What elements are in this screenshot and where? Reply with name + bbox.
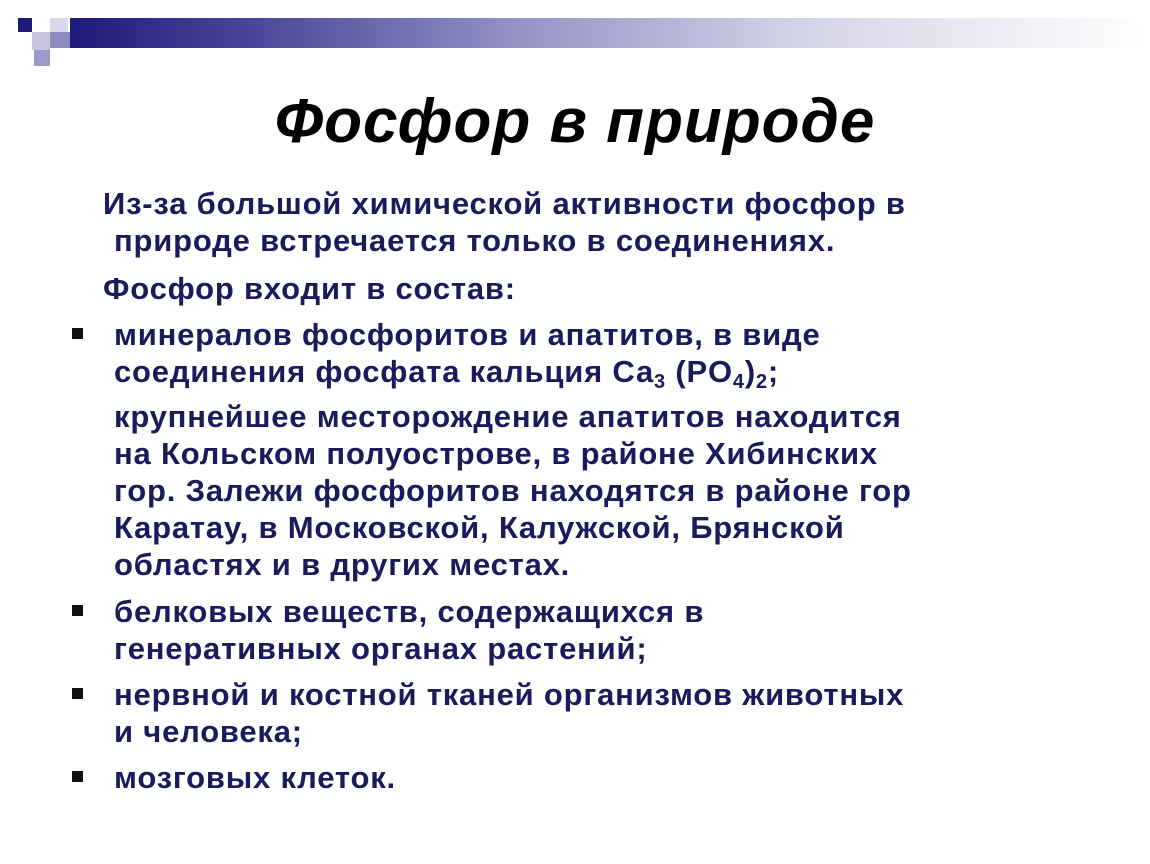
formula-part: ): [744, 354, 756, 389]
header-gradient-bar: [70, 18, 1150, 48]
intro-line-1: Из-за большой химической активности фосфор в: [103, 186, 906, 221]
bullet-1-text: соединения фосфата кальция Са: [114, 354, 655, 389]
slide-title: Фосфор в природе: [274, 87, 876, 156]
decor-square: [50, 32, 70, 48]
decor-square: [32, 32, 50, 50]
subscript: 2: [755, 371, 768, 393]
bullet-square-icon: [72, 771, 83, 782]
bullet-4-line-1: мозговых клеток.: [114, 760, 396, 795]
formula-part: ;: [767, 354, 780, 389]
subscript: 3: [654, 371, 666, 393]
bullet-2-line-1: белковых веществ, содержащихся в: [114, 594, 705, 629]
deposits-line-5: областях и в других местах.: [114, 547, 571, 582]
bullet-1-line-1: минералов фосфоритов и апатитов, в виде: [114, 317, 821, 352]
deposits-line-1: крупнейшее месторождение апатитов находится: [114, 399, 902, 434]
decor-square: [50, 18, 68, 32]
composition-heading: Фосфор входит в состав:: [103, 271, 516, 306]
subscript: 4: [732, 371, 745, 393]
bullet-2-line-2: генеративных органах растений;: [114, 631, 648, 666]
bullet-3-line-2: и человека;: [114, 714, 303, 749]
bullet-square-icon: [72, 688, 83, 699]
decor-square: [18, 18, 32, 32]
decor-square: [34, 50, 50, 66]
formula-part: (PO: [665, 354, 733, 389]
deposits-line-2: на Кольском полуострове, в районе Хибинских: [114, 436, 878, 471]
deposits-line-4: Каратау, в Московской, Калужской, Брянской: [114, 510, 845, 545]
bullet-square-icon: [72, 605, 83, 616]
deposits-line-3: гор. Залежи фосфоритов находятся в районе гор: [114, 473, 912, 508]
bullet-3-line-1: нервной и костной тканей организмов животных: [114, 677, 905, 712]
bullet-square-icon: [72, 328, 83, 339]
bullet-1-line-2: [114, 354, 780, 393]
intro-line-2: природе встречается только в соединениях.: [114, 223, 836, 258]
decor-square: [72, 48, 86, 54]
